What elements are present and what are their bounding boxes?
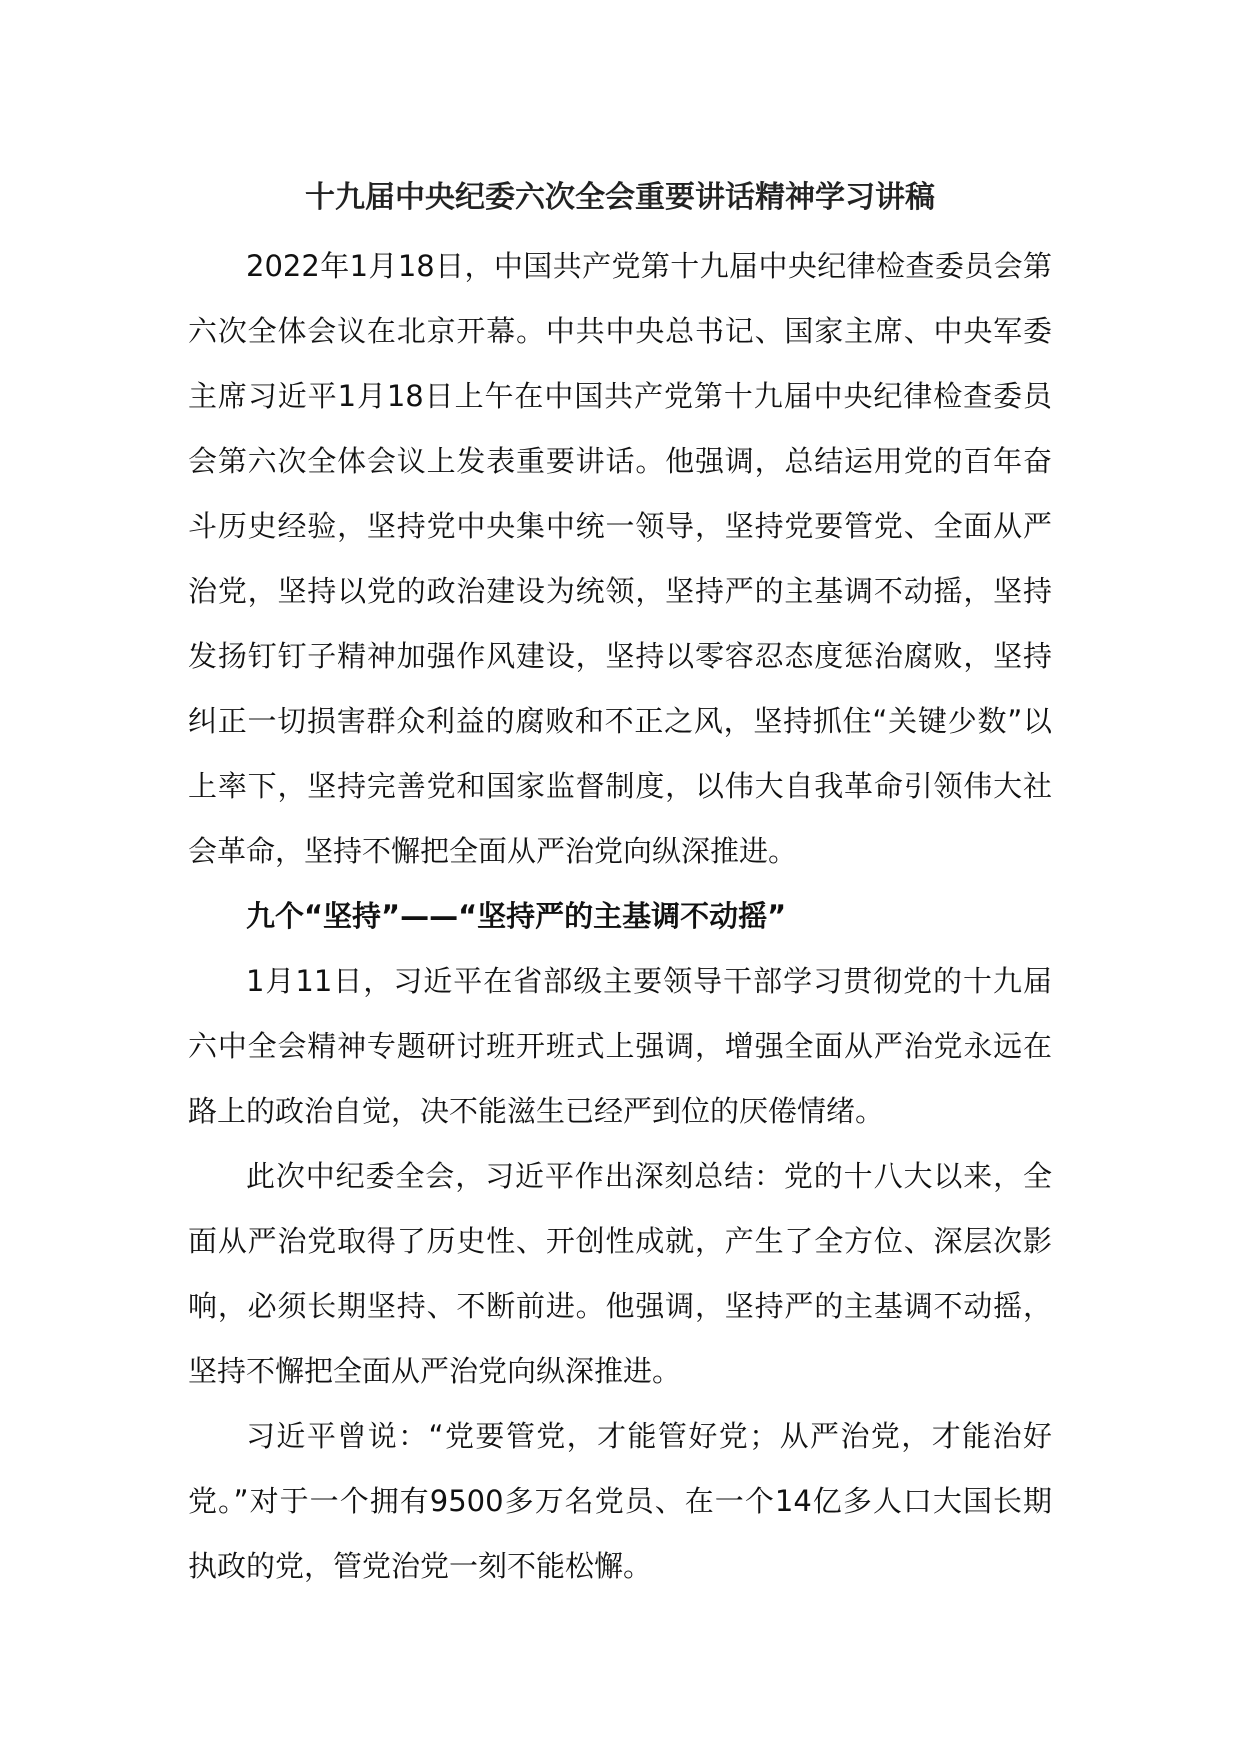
paragraph-meeting-opening: 2022年1月18日，中国共产党第十九届中央纪律检查委员会第六次全体会议在北京开幕。中共中央总书记、国家主席、中央军委主席习近平1月18日上午在中国共产党第十九届中央纪律检查委员会第六次全体会议上发表重要讲话。他强调，总结运用党的百年奋斗历史经验，坚持党中央集中统一领导，坚持党要管党、全面从严治党，坚持以党的政治建设为统领，坚持严的主基调不动摇，坚持发扬钉钉子精神加强作风建设，坚持以零容忍态度惩治腐败，坚持纠正一切损害群众利益的腐败和不正之风，坚持抓住“关键少数”以上率下，坚持完善党和国家监督制度，以伟大自我革命引领伟大社会革命，坚持不懈把全面从严治党向纵深推进。 [188,249,1052,868]
document-title: 十九届中央纪委六次全会重要讲话精神学习讲稿 [305,180,935,215]
paragraph-party-governance-quote: 习近平曾说：“党要管党，才能管好党；从严治党，才能治好党。”对于一个拥有9500多万名党员、在一个14亿多人口大国长期执政的党，管党治党一刻不能松懈。 [188,1419,1052,1583]
document-body [188,234,1052,1599]
paragraph-plenary-summary: 此次中纪委全会，习近平作出深刻总结：党的十八大以来，全面从严治党取得了历史性、开创性成就，产生了全方位、深层次影响，必须长期坚持、不断前进。他强调，坚持严的主基调不动摇，坚持不懈把全面从严治党向纵深推进。 [188,1159,1052,1388]
section-heading: 九个“坚持”——“坚持严的主基调不动摇” [246,899,787,933]
paragraph-jan-11-speech: 1月11日，习近平在省部级主要领导干部学习贯彻党的十九届六中全会精神专题研讨班开班式上强调，增强全面从严治党永远在路上的政治自觉，决不能滋生已经严到位的厌倦情绪。 [188,964,1052,1128]
